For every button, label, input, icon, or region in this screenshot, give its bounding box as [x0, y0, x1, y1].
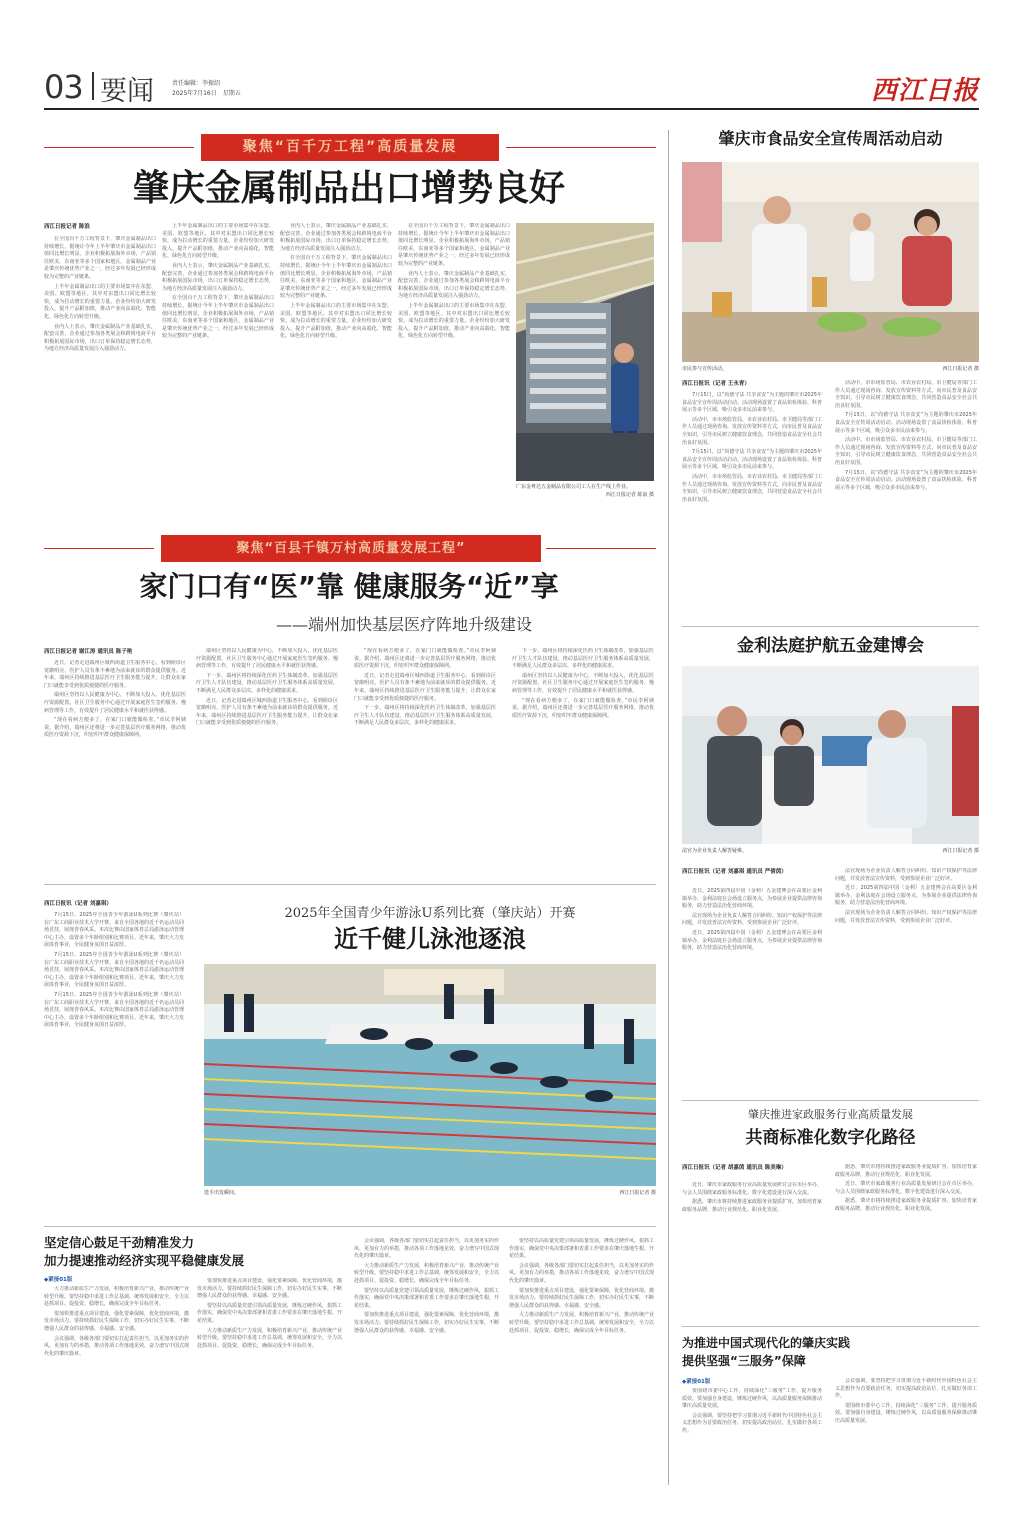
body-col-2	[196, 648, 338, 880]
paragraph: 业内人士表示，肇庆金属制品产业基础扎实，配套完善，企业通过参加各类展会和跨境电商平台积极拓展国际市场，出口订单保持稳定增长态势，为地方经济高质量发展注入强劲动力。	[44, 323, 156, 353]
body-col-1	[44, 1286, 189, 1486]
paragraph: 业内人士表示，肇庆金属制品产业基础扎实，配套完善，企业通过参加各类展会和跨境电商平台积极拓展国际市场，出口订单保持稳定增长态势，为地方经济高质量发展注入强劲动力。	[280, 223, 392, 252]
paragraph: 要围绕市委中心工作，持续深化“三服务”工作，提升服务质效。要加强自身建设，锤炼过硬作风，以高质量服务保障推动肇庆高质量发展。	[682, 1388, 822, 1410]
photo-credit: 西江日报记者 摄	[619, 1190, 656, 1196]
body-col-2	[835, 1164, 977, 1302]
paragraph: 活动中，市市场监管局、市农业农村局、市卫健局等部门工作人员通过现场咨询、发放宣传资料等方式，向市民普及食品安全知识，引导市民树立健康饮食理念，共同营造食品安全社会共治良好氛围。	[682, 416, 822, 446]
photo-credit: 西江日报记者 陈浪 摄	[605, 492, 654, 498]
body-col-2	[835, 380, 977, 617]
paragraph: 7月15日，2025年全国青少年游泳U系列比赛（肇庆站）在广东工商职业技术大学开赛。来自全国各地的近千名运动员同场竞技，展现青春风采。本次比赛由国家体育总局游泳运动管理中心主办，设置多个年龄组别和比赛项目。近年来，肇庆大力发展体育事业，全民健身氛围日益浓厚。	[44, 991, 184, 1029]
band-line-left	[44, 548, 154, 549]
byline: ◆紧接01版	[44, 1277, 73, 1283]
paragraph: 上半年金属制品出口的主要市场集中在东盟、美国、欧盟等地区。其中对东盟出口同比增长较快，成为拉动增长的重要力量。企业纷纷加大研发投入，提升产品附加值，推动产业向高端化、智能化、绿色化方向转型升级。	[398, 302, 510, 340]
subheadline: ——端州加快基层医疗阵地升级建设	[275, 615, 532, 634]
factory-illustration	[516, 223, 654, 481]
paragraph: 在全国百千万工程背景下，肇庆金属制品出口持续增长，据统计今年上半年肇庆市金属制品出口值同比增长明显。企业积极拓展海外市场，产品销往欧美、东南亚等多个国家和地区。金属制品产业是肇庆传统优势产业之一，经过多年发展已经形成较为完整的产业链条。	[44, 236, 156, 280]
body-col-1	[44, 660, 186, 880]
paragraph: 业内人士表示，肇庆金属制品产业基础扎实，配套完善，企业通过参加各类展会和跨境电商平台积极拓展国际市场，出口订单保持稳定增长态势，为地方经济高质量发展注入强劲动力。	[162, 262, 274, 292]
side-court	[682, 632, 979, 1072]
article-economy	[44, 1234, 656, 1489]
paragraph: 活动中，市市场监管局、市农业农村局、市卫健局等部门工作人员通过现场咨询、发放宣传资料等方式，向市民普及食品安全知识，引导市民树立健康饮食理念，共同营造食品安全社会共治良好氛围。	[835, 437, 977, 466]
paragraph: 端州区坚持以人民健康为中心，不断加大投入，优化基层医疗资源配置。社区卫生服务中心通过开展家庭医生签约服务、慢病管理等工作，有效提升了居民健康水平和就医获得感。	[44, 692, 186, 714]
paragraph: 会议强调，各级各部门要切实扛起责任担当，以更加务实的作风、更加有力的举措，推动各项工作落地见效，奋力谱写中国式现代化的肇庆篇章。	[509, 1262, 654, 1284]
column-divider	[668, 130, 669, 1485]
body-col-4	[512, 648, 654, 880]
masthead-divider	[92, 72, 94, 100]
headline: 坚定信心鼓足干劲精准发力 加力提速推动经济实现平稳健康发展	[44, 1235, 245, 1268]
market-illustration	[682, 162, 979, 362]
body-col-1	[44, 912, 184, 1217]
paragraph: 据悉，肇庆市将持续推进家政服务业提质扩容，加快培育家政服务品牌，推动行业规范化、职业化发展。	[835, 1198, 977, 1212]
body-col-1	[682, 392, 822, 617]
photo-caption: 广东金粤达五金制品有限公司工人在生产线上作业。	[516, 484, 632, 490]
paragraph: 法官现场为企业负责人解答合同纠纷、知识产权保护等法律问题，并发放普法宣传资料，受到参展企业广泛好评。	[682, 912, 822, 927]
paragraph: 在全国百千万工程背景下，肇庆金属制品出口持续增长，据统计今年上半年肇庆市金属制品出口值同比增长明显。企业积极拓展海外市场，产品销往欧美、东南亚等多个国家和地区。金属制品产业是肇庆传统优势产业之一，经过多年发展已经形成较为完整的产业链条。	[398, 223, 510, 267]
paragraph: 上半年金属制品出口的主要市场集中在东盟、美国、欧盟等地区。其中对东盟出口同比增长较快，成为拉动增长的重要力量。企业纷纷加大研发投入，提升产品附加值，推动产业向高端化、智能化、绿色化方向转型升级。	[280, 302, 392, 340]
paragraph: 近日，肇庆市家政服务行业高质量发展研讨会在市区举办，与会人员围绕家政服务标准化、数字化建设进行深入交流。	[835, 1181, 977, 1195]
masthead-rule	[44, 108, 979, 110]
headline: 共商标准化数字化路径	[745, 1128, 916, 1148]
masthead	[44, 66, 979, 108]
band-line-right	[506, 147, 656, 148]
date-line: 2025年7月16日 星期五	[172, 90, 241, 97]
photo-credit: 西江日报记者 摄	[942, 848, 979, 854]
paragraph: 大力推动新质生产力发展，积极培育新兴产业，推动传统产业转型升级。要坚持稳中求进工作总基调，统筹发展和安全，全力以赴抓项目、促投资、稳增长，确保完成全年目标任务。	[44, 1286, 189, 1308]
article-health-services	[44, 530, 656, 880]
page-number: 03	[44, 68, 83, 106]
body-col-1	[682, 1388, 822, 1486]
paragraph: 要围绕市委中心工作，持续深化“三服务”工作，提升服务质效。要加强自身建设，锤炼过硬作风，以高质量服务保障推动肇庆高质量发展。	[835, 1402, 977, 1424]
paragraph: 在全国百千万工程背景下，肇庆金属制品出口持续增长，据统计今年上半年肇庆市金属制品出口值同比增长明显。企业积极拓展海外市场，产品销往欧美、东南亚等多个国家和地区。金属制品产业是肇庆传统优势产业之一，经过多年发展已经形成较为完整的产业链条。	[162, 295, 274, 340]
section-rule	[682, 1326, 979, 1327]
body-col-2	[835, 1378, 977, 1486]
photo-caption: 选手出发瞬间。	[204, 1190, 240, 1196]
headline: 为推进中国式现代化的肇庆实践 提供坚强“三服务”保障	[682, 1336, 851, 1368]
byline: ◆紧接01版	[682, 1379, 711, 1385]
paragraph: “现在看病方便多了，在家门口就能做检查。”市民李阿姨说。据介绍，端州区还将进一步完善基层医疗服务网络，推动优质医疗资源下沉，织密织牢群众健康保障网。	[354, 648, 496, 670]
byline: 西江日报讯（记者 胡嘉茵 通讯员 陈美琳）	[682, 1165, 787, 1171]
body-col-1	[682, 888, 822, 1068]
paragraph: 近日，记者走进端州区城西街道卫生服务中心，看到候诊区宽敞明亮，医护人员有条不紊地为前来就诊的群众提供服务。近年来，端州区持续推进基层医疗卫生服务能力提升，让群众在家门口就能享受到优质便捷的医疗服务。	[196, 697, 338, 727]
side-food-safety	[682, 126, 979, 626]
paragraph: 要加快推进重点项目建设，强化要素保障，优化营商环境，激发市场活力。要持续抓好民生保障工作，切实办好民生实事，不断增强人民群众的获得感、幸福感、安全感。	[197, 1278, 342, 1300]
paragraph: 据悉，肇庆市将持续推进家政服务业提质扩容，加快培育家政服务品牌，推动行业规范化、职业化发展。	[835, 1164, 977, 1178]
section-name: 要闻	[100, 76, 154, 107]
body-col-4	[398, 223, 510, 508]
court-photo	[682, 666, 979, 844]
paragraph: 要加快推进重点项目建设，强化要素保障，优化营商环境，激发市场活力。要持续抓好民生保障工作，切实办好民生实事，不断增强人民群众的获得感、幸福感、安全感。	[44, 1310, 189, 1332]
paragraph: 会议强调，各级各部门要切实扛起责任担当，以更加务实的作风、更加有力的举措，推动各项工作落地见效，奋力谱写中国式现代化的肇庆篇章。	[354, 1238, 499, 1260]
article-metal-exports	[44, 128, 656, 518]
byline: 西江日报讯（记者 王永青）	[682, 381, 750, 387]
headline: 肇庆市食品安全宣传周活动启动	[718, 129, 943, 148]
paragraph: 大力推动新质生产力发展，积极培育新兴产业，推动传统产业转型升级。要坚持稳中求进工作总基调，统筹发展和安全，全力以赴抓项目、促投资、稳增长，确保完成全年目标任务。	[509, 1312, 654, 1334]
paragraph: 近日，2025第四届中国（金利）五金建博会在高要区金利镇举办，金利法庭在会场设立服务点，为参展企业提供法律咨询服务，助力营造法治化营商环境。	[682, 888, 822, 910]
paragraph: 7月15日，以“尚德守法 共享食安”为主题的肇庆市2025年食品安全宣传周活动启动。活动现场设置了食品快检体验、科普展示等多个区域，吸引众多市民前来参与。	[835, 469, 977, 491]
paragraph: 端州区坚持以人民健康为中心，不断加大投入，优化基层医疗资源配置。社区卫生服务中心通过开展家庭医生签约服务、慢病管理等工作，有效提升了居民健康水平和就医获得感。	[512, 672, 654, 694]
paragraph: 活动中，市市场监管局、市农业农村局、市卫健局等部门工作人员通过现场咨询、发放宣传资料等方式，向市民普及食品安全知识，引导市民树立健康饮食理念，共同营造食品安全社会共治良好氛围。	[682, 473, 822, 503]
paragraph: 7月15日，2025年全国青少年游泳U系列比赛（肇庆站）在广东工商职业技术大学开赛。来自全国各地的近千名运动员同场竞技，展现青春风采。本次比赛由国家体育总局游泳运动管理中心主办，设置多个年龄组别和比赛项目。近年来，肇庆大力发展体育事业，全民健身氛围日益浓厚。	[44, 912, 184, 949]
food-safety-photo	[682, 162, 979, 362]
byline: 西江日报讯（记者 刘嘉琪 通讯员 严倩茵）	[682, 869, 787, 875]
byline: 西江日报讯（记者 刘嘉琪）	[44, 901, 112, 907]
headline: 近千健儿泳池逐浪	[334, 925, 526, 953]
topic-band: 聚焦“百千万工程”高质量发展	[201, 134, 499, 161]
side-housekeeping	[682, 1106, 979, 1316]
byline: 西江日报记者 陈浪	[44, 224, 90, 230]
paragraph: 法官现场为企业负责人解答合同纠纷、知识产权保护等法律问题，并发放普法宣传资料，受到参展企业广泛好评。	[835, 868, 977, 882]
paragraph: 下一步，端州区将持续深化医药卫生体制改革，加强基层医疗卫生人才队伍建设，推动基层医疗卫生服务体系高质量发展，不断满足人民群众多层次、多样化的健康需求。	[196, 672, 338, 694]
kicker: 2025年全国青少年游泳U系列比赛（肇庆站）开赛	[284, 906, 576, 921]
paragraph: 要坚持以高质量党建引领高质量发展，锤炼过硬作风，狠抓工作落实，确保党中央决策部署和省委工作要求在肇庆落地生根、开花结果。	[509, 1238, 654, 1260]
paragraph: 业内人士表示，肇庆金属制品产业基础扎实，配套完善，企业通过参加各类展会和跨境电商平台积极拓展国际市场，出口订单保持稳定增长态势，为地方经济高质量发展注入强劲动力。	[398, 270, 510, 300]
headline: 金利法庭护航五金建博会	[737, 636, 924, 656]
photo-caption: 法官为企业负责人解答疑难。	[682, 848, 748, 854]
body-col-3	[354, 648, 496, 880]
paragraph: 活动中，市市场监管局、市农业农村局、市卫健局等部门工作人员通过现场咨询、发放宣传资料等方式，向市民普及食品安全知识，引导市民树立健康饮食理念，共同营造食品安全社会共治良好氛围。	[835, 380, 977, 409]
paragraph: 会议强调，要坚持把学习贯彻习近平新时代中国特色社会主义思想作为首要政治任务，切实提高政治站位，扎实做好各项工作。	[835, 1378, 977, 1400]
factory-photo	[516, 223, 654, 481]
paragraph: 近日，记者走进端州区城西街道卫生服务中心，看到候诊区宽敞明亮，医护人员有条不紊地为前来就诊的群众提供服务。近年来，端州区持续推进基层医疗卫生服务能力提升，让群众在家门口就能享受到优质便捷的医疗服务。	[44, 660, 186, 689]
pool-illustration	[204, 964, 656, 1186]
byline: 西江日报记者 谢江涛 通讯员 陈子艳	[44, 649, 133, 655]
paragraph: 下一步，端州区将持续深化医药卫生体制改革，加强基层医疗卫生人才队伍建设，推动基层医疗卫生服务体系高质量发展，不断满足人民群众多层次、多样化的健康需求。	[354, 705, 496, 727]
paragraph: 在全国百千万工程背景下，肇庆金属制品出口持续增长，据统计今年上半年肇庆市金属制品出口值同比增长明显。企业积极拓展海外市场，产品销往欧美、东南亚等多个国家和地区。金属制品产业是肇庆传统优势产业之一，经过多年发展已经形成较为完整的产业链条。	[280, 255, 392, 300]
section-rule	[682, 626, 979, 627]
body-col-1	[682, 1182, 822, 1302]
paragraph: 近日，2025第四届中国（金利）五金建博会在高要区金利镇举办，金利法庭在会场设立服务点，为参展企业提供法律咨询服务，助力营造法治化营商环境。	[682, 929, 822, 952]
paragraph: 大力推动新质生产力发展，积极培育新兴产业，推动传统产业转型升级。要坚持稳中求进工作总基调，统筹发展和安全，全力以赴抓项目、促投资、稳增长，确保完成全年目标任务。	[197, 1327, 342, 1349]
photo-caption: 市民参与宣传活动。	[682, 366, 728, 372]
body-col-1	[44, 236, 156, 508]
article-swimming	[44, 892, 656, 1222]
band-line-left	[44, 147, 194, 148]
section-rule	[44, 1226, 656, 1227]
paragraph: 7月15日，以“尚德守法 共享食安”为主题的肇庆市2025年食品安全宣传周活动启动。活动现场设置了食品快检体验、科普展示等多个区域，吸引众多市民前来参与。	[682, 449, 822, 471]
body-col-3	[280, 223, 392, 508]
paragraph: 上半年金属制品出口的主要市场集中在东盟、美国、欧盟等地区。其中对东盟出口同比增长较快，成为拉动增长的重要力量。企业纷纷加大研发投入，提升产品附加值，推动产业向高端化、智能化、绿色化方向转型升级。	[44, 283, 156, 320]
paragraph: 要加快推进重点项目建设，强化要素保障，优化营商环境，激发市场活力。要持续抓好民生保障工作，切实办好民生实事，不断增强人民群众的获得感、幸福感、安全感。	[354, 1312, 499, 1334]
paragraph: 据悉，肇庆市将持续推进家政服务业提质扩容，加快培育家政服务品牌，推动行业规范化、职业化发展。	[682, 1199, 822, 1213]
paragraph: 端州区坚持以人民健康为中心，不断加大投入，优化基层医疗资源配置。社区卫生服务中心通过开展家庭医生签约服务、慢病管理等工作，有效提升了居民健康水平和就医获得感。	[196, 648, 338, 670]
paragraph: 会议强调，要坚持把学习贯彻习近平新时代中国特色社会主义思想作为首要政治任务，切实提高政治站位，扎实做好各项工作。	[682, 1412, 822, 1434]
paragraph: 7月15日，以“尚德守法 共享食安”为主题的肇庆市2025年食品安全宣传周活动启动。活动现场设置了食品快检体验、科普展示等多个区域，吸引众多市民前来参与。	[835, 412, 977, 434]
paper-logo: 西江日报	[870, 76, 979, 106]
headline: 肇庆金属制品出口增势良好	[132, 168, 565, 209]
body-col-2	[835, 868, 977, 1068]
paragraph: 近日，肇庆市家政服务行业高质量发展研讨会在市区举办，与会人员围绕家政服务标准化、数字化建设进行深入交流。	[682, 1182, 822, 1196]
paragraph: 要坚持以高质量党建引领高质量发展，锤炼过硬作风，狠抓工作落实，确保党中央决策部署和省委工作要求在肇庆落地生根、开花结果。	[197, 1302, 342, 1324]
paragraph: 下一步，端州区将持续深化医药卫生体制改革，加强基层医疗卫生人才队伍建设，推动基层医疗卫生服务体系高质量发展，不断满足人民群众多层次、多样化的健康需求。	[512, 648, 654, 670]
body-col-2	[197, 1278, 342, 1486]
consultation-illustration	[682, 666, 979, 844]
body-col-4	[509, 1238, 654, 1486]
paragraph: 近日，2025第四届中国（金利）五金建博会在高要区金利镇举办，金利法庭在会场设立服务点，为参展企业提供法律咨询服务，助力营造法治化营商环境。	[835, 885, 977, 907]
band-line-right	[546, 548, 656, 549]
paragraph: “现在看病方便多了，在家门口就能做检查。”市民李阿姨说。据介绍，端州区还将进一步完善基层医疗服务网络，推动优质医疗资源下沉，织密织牢群众健康保障网。	[44, 717, 186, 739]
body-col-3	[354, 1238, 499, 1486]
paragraph: 近日，记者走进端州区城西街道卫生服务中心，看到候诊区宽敞明亮，医护人员有条不紊地为前来就诊的群众提供服务。近年来，端州区持续推进基层医疗卫生服务能力提升，让群众在家门口就能享受到优质便捷的医疗服务。	[354, 672, 496, 702]
editor-line: 责任编辑：李振绍	[172, 80, 221, 87]
paragraph: 大力推动新质生产力发展，积极培育新兴产业，推动传统产业转型升级。要坚持稳中求进工作总基调，统筹发展和安全，全力以赴抓项目、促投资、稳增长，确保完成全年目标任务。	[354, 1262, 499, 1284]
paragraph: “现在看病方便多了，在家门口就能做检查。”市民李阿姨说。据介绍，端州区还将进一步完善基层医疗服务网络，推动优质医疗资源下沉，织密织牢群众健康保障网。	[512, 697, 654, 719]
swimming-photo	[204, 964, 656, 1186]
paragraph: 法官现场为企业负责人解答合同纠纷、知识产权保护等法律问题，并发放普法宣传资料，受到参展企业广泛好评。	[835, 909, 977, 924]
topic-band: 聚焦“百县千镇万村高质量发展工程”	[161, 535, 541, 562]
paragraph: 会议强调，各级各部门要切实扛起责任担当，以更加务实的作风、更加有力的举措，推动各项工作落地见效，奋力谱写中国式现代化的肇庆篇章。	[44, 1335, 189, 1357]
section-rule	[682, 1100, 979, 1101]
headline: 家门口有“医”靠 健康服务“近”享	[139, 570, 559, 603]
paragraph: 要加快推进重点项目建设，强化要素保障，优化营商环境，激发市场活力。要持续抓好民生保障工作，切实办好民生实事，不断增强人民群众的获得感、幸福感、安全感。	[509, 1287, 654, 1309]
photo-credit: 西江日报记者 摄	[942, 366, 979, 372]
body-col-2	[162, 223, 274, 508]
kicker: 肇庆推进家政服务行业高质量发展	[748, 1108, 913, 1121]
section-rule	[44, 884, 656, 885]
side-three-services	[682, 1334, 979, 1489]
paragraph: 上半年金属制品出口的主要市场集中在东盟、美国、欧盟等地区。其中对东盟出口同比增长较快，成为拉动增长的重要力量。企业纷纷加大研发投入，提升产品附加值，推动产业向高端化、智能化、绿色化方向转型升级。	[162, 223, 274, 260]
paragraph: 要坚持以高质量党建引领高质量发展，锤炼过硬作风，狠抓工作落实，确保党中央决策部署和省委工作要求在肇庆落地生根、开花结果。	[354, 1287, 499, 1309]
paragraph: 7月15日，2025年全国青少年游泳U系列比赛（肇庆站）在广东工商职业技术大学开赛。来自全国各地的近千名运动员同场竞技，展现青春风采。本次比赛由国家体育总局游泳运动管理中心主办，设置多个年龄组别和比赛项目。近年来，肇庆大力发展体育事业，全民健身氛围日益浓厚。	[44, 951, 184, 989]
paragraph: 7月15日，以“尚德守法 共享食安”为主题的肇庆市2025年食品安全宣传周活动启动。活动现场设置了食品快检体验、科普展示等多个区域，吸引众多市民前来参与。	[682, 392, 822, 414]
